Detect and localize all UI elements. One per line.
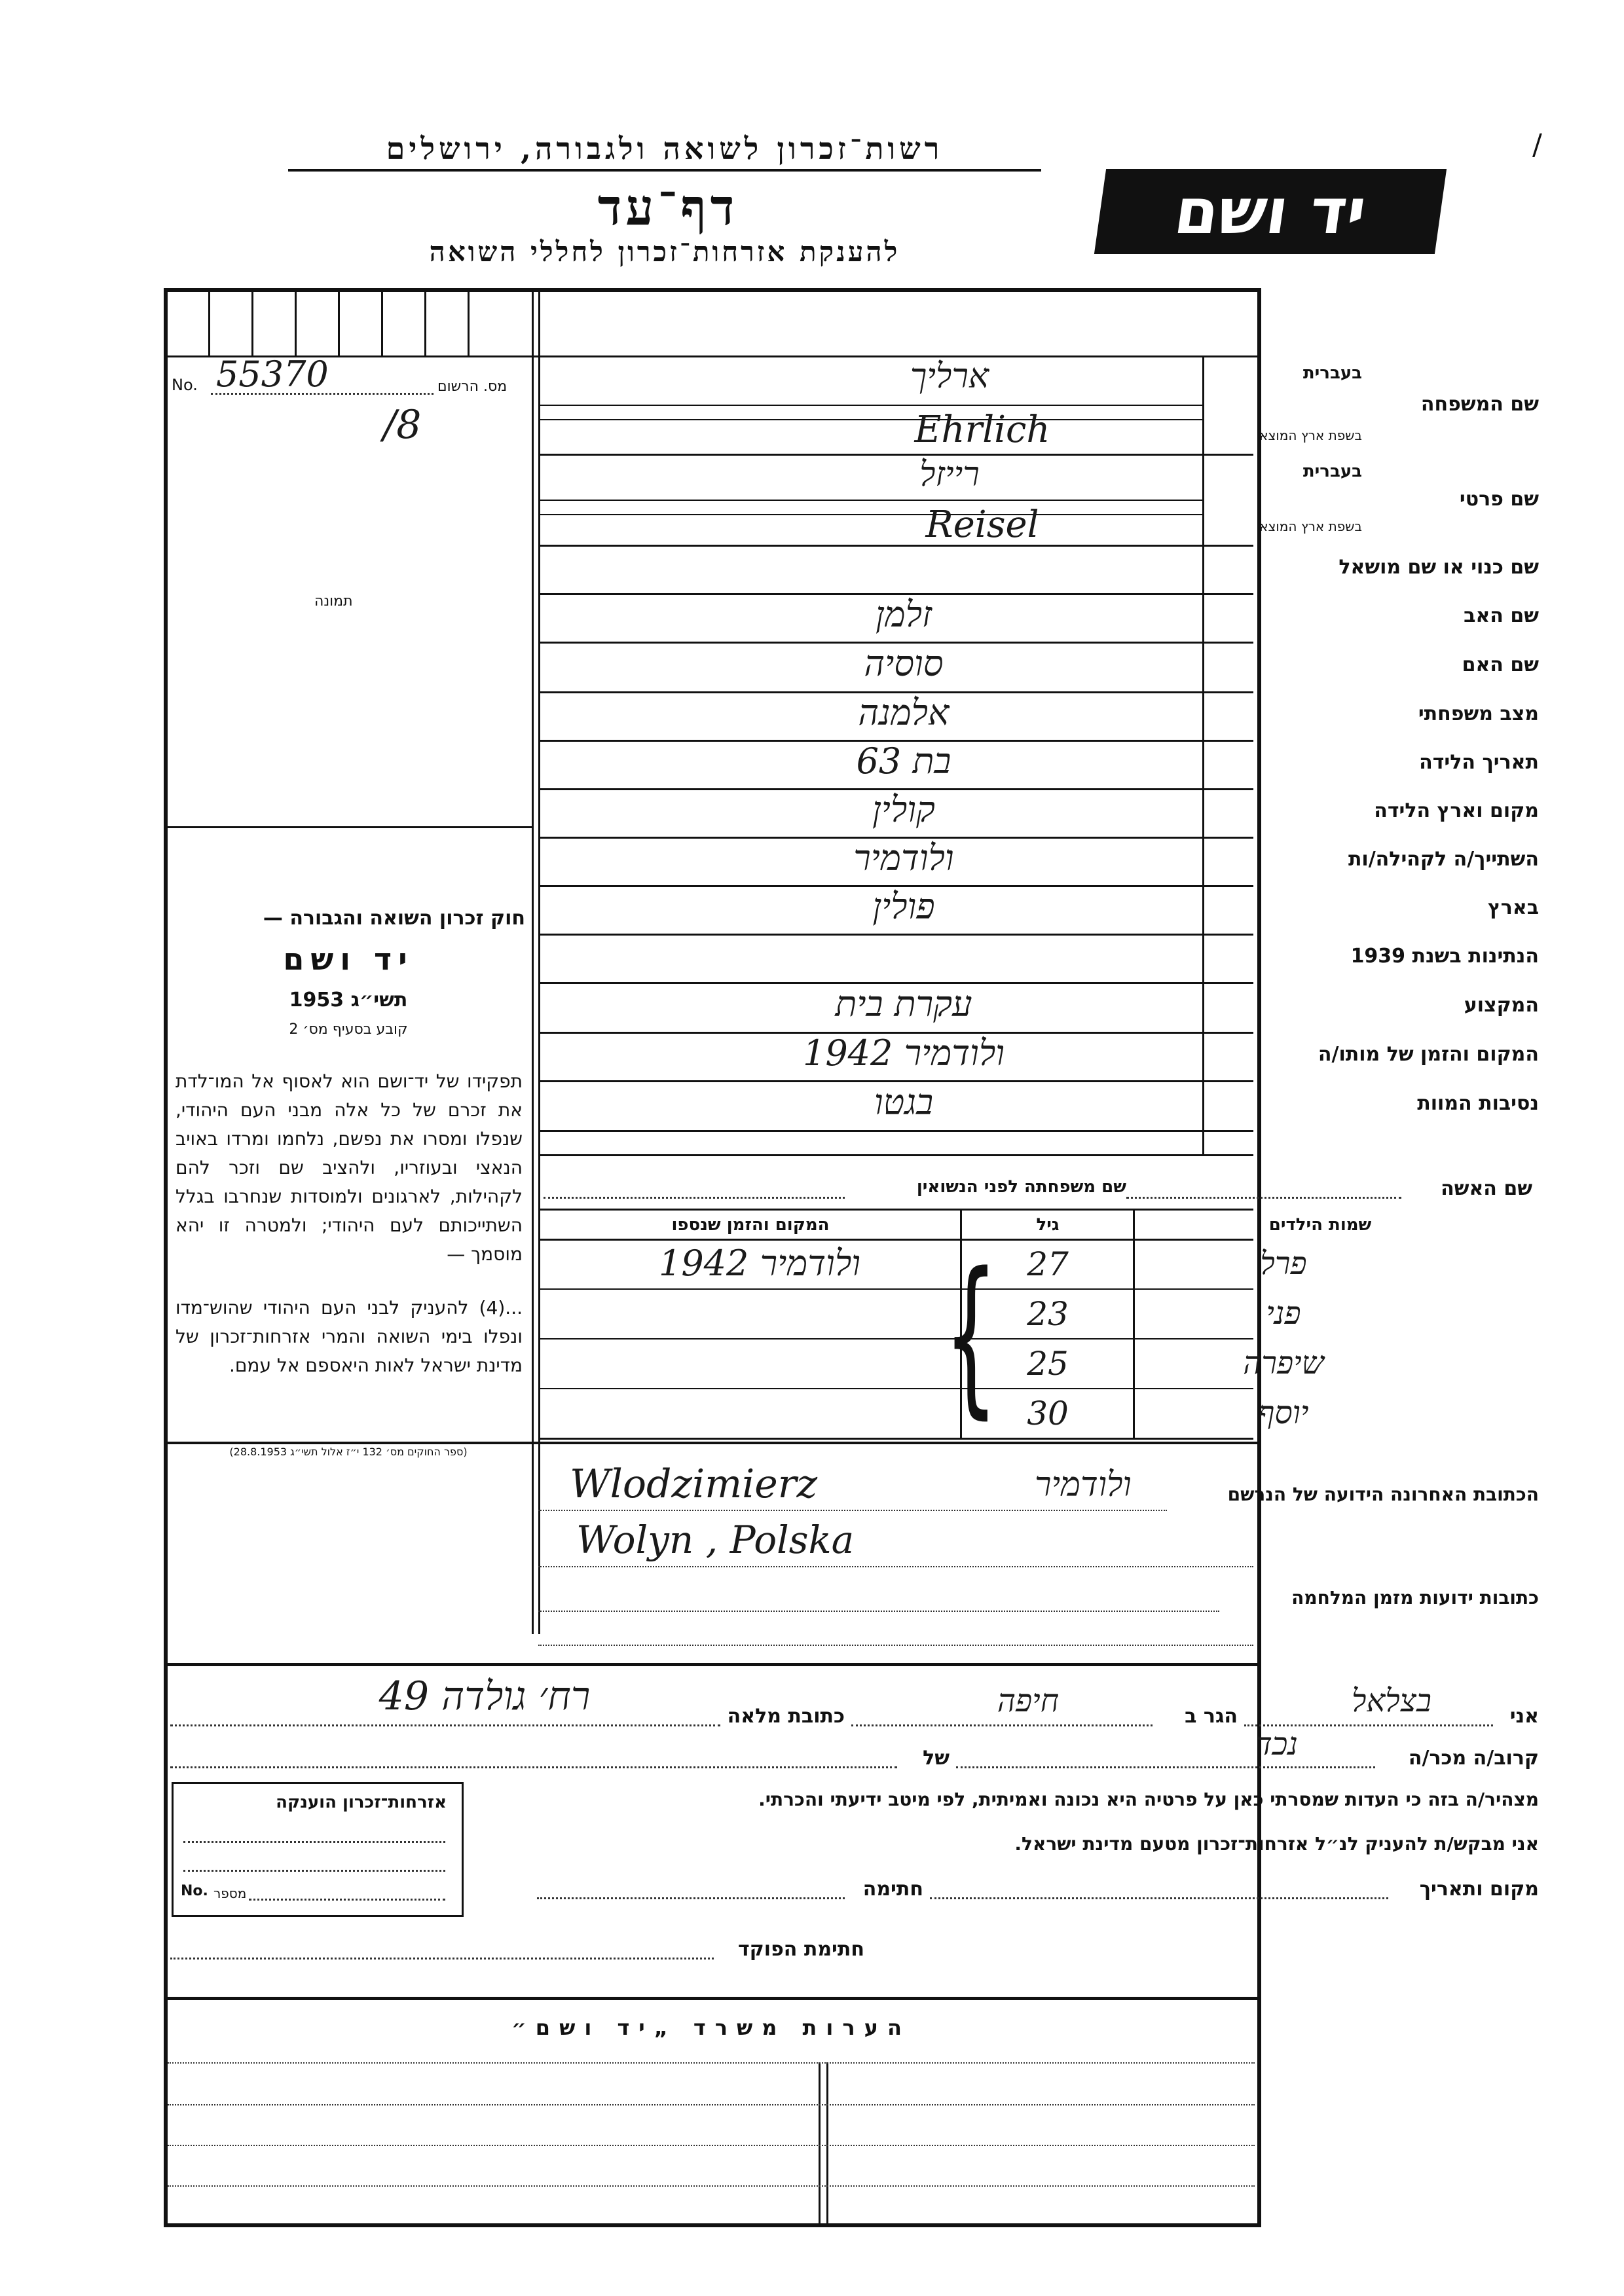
registration-he-label: מס. הרשום: [437, 378, 507, 395]
child-age: 30: [1027, 1394, 1069, 1432]
resides-value: חיפה: [997, 1683, 1060, 1719]
field-label-6: תאריך הלידה: [1419, 751, 1539, 774]
field-label-8: השתייך/ה לקהילה/ות: [1348, 848, 1539, 871]
law-paragraph-1: תפקידו של יד־ושם הוא לאסוף אל המו־לדת את זכרם של כל אלה מבני העם היהודי, שנפלו ומסרו את נפשם, נלחמו ומרדו באויב הנאצי ובעוזריו, ולהציב שם וזכר להם לקהילות, לארגונים ולמוסדות שנחרבו בגלל השתייכותם לעם היהודי; ולמטרה זו יהא מוסמך —: [175, 1070, 523, 1265]
field-value-12: ולודמיר 1942: [802, 1032, 1005, 1074]
address-label: כתובת מלאה: [727, 1705, 845, 1728]
law-line2: יד ושם: [283, 941, 414, 977]
spouse-maiden-label: שם משפחתה לפני הנשואין: [916, 1177, 1126, 1197]
authority-line: רשות־זכרון לשואה ולגבורה, ירושלים: [288, 131, 1041, 172]
field-label-13: נסיבות המוות: [1417, 1092, 1539, 1115]
photo-label: תמונה: [314, 593, 353, 610]
officer-signature-label: חתימת הפוקד: [738, 1938, 864, 1961]
field-label-0: שם המשפחה: [1420, 393, 1539, 416]
yad-vashem-logo: יד ושם: [1094, 169, 1447, 254]
law-line4: קובע בסעיף מס׳ 2: [289, 1021, 408, 1038]
field-label-2: שם כנוי או שם מושאל: [1338, 556, 1539, 579]
address-value: רח׳ גולדה 49: [378, 1673, 591, 1719]
field-value-6: בת 63: [856, 740, 951, 782]
field-value-local-1: Reisel: [925, 503, 1039, 546]
place-date-label: מקום ותאריך: [1419, 1878, 1539, 1901]
corner-mark: /: [1532, 128, 1542, 162]
field-value-hebrew-1: רייזל: [919, 455, 980, 494]
form-subtitle: להענקת אזרחות־זכרון לחללי השואה: [429, 236, 900, 268]
field-sub-hebrew-0: בעברית: [1302, 363, 1362, 383]
field-label-9: בארץ: [1487, 896, 1539, 919]
child-age: 27: [1027, 1245, 1069, 1283]
children-age-header: גיל: [1036, 1215, 1060, 1235]
relation-value: נכד: [1256, 1726, 1298, 1762]
spouse-label: שם האשה: [1441, 1177, 1532, 1200]
field-sub-local-1: בשפת ארץ המוצא: [1259, 519, 1362, 534]
law-paragraph-2: ...(4) להעניק לבני העם היהודי שהוש־מדו ונפלו בימי השואה והמרי אזרחות־זכרון של מדינת ישראל לאות היאספם אל עמם.: [175, 1297, 523, 1376]
field-value-13: בגטו: [874, 1082, 934, 1123]
field-value-5: אלמנה: [858, 692, 950, 733]
children-names-header: שמות הילדים: [1268, 1215, 1372, 1235]
field-value-9: פולין: [872, 886, 935, 927]
child-name: פרל: [1260, 1245, 1307, 1282]
field-value-7: קולין: [872, 789, 935, 830]
field-label-4: שם האם: [1462, 653, 1539, 676]
children-place-header: המקום והזמן שנספו: [671, 1215, 830, 1235]
citizenship-no-he: מספר: [213, 1886, 247, 1901]
child-place: ולודמיר 1942: [658, 1243, 861, 1284]
last-address-label: הכתובת האחרונה הידועה של הנרשם: [1227, 1484, 1539, 1505]
office-notes-label: הערות משרד „יד ושם״: [511, 2015, 911, 2040]
law-line3: תשי״ג 1953: [289, 989, 408, 1011]
form-title: דף־עד: [597, 178, 739, 236]
relation-label: קרוב/ה מכר/ה: [1408, 1747, 1539, 1770]
field-label-10: הנתינות בשנת 1939: [1350, 945, 1539, 968]
field-label-3: שם האב: [1464, 604, 1539, 627]
field-label-5: מצב משפחתי: [1418, 702, 1539, 725]
registration-number: 55370: [216, 354, 329, 395]
resides-label: הגר ב: [1185, 1705, 1238, 1728]
signature-label: חתימה: [862, 1878, 923, 1901]
field-sub-hebrew-1: בעברית: [1302, 462, 1362, 481]
law-line1: חוק זכרון השואה והגבורה —: [263, 907, 525, 930]
declarant-i-label: אני: [1509, 1705, 1539, 1728]
field-sub-local-0: בשפת ארץ המוצא: [1259, 428, 1362, 443]
last-address-line2: Wolyn , Polska: [576, 1518, 855, 1562]
law-source: (ספר החוקים מס׳ 132 י״ז אלול תשי״ג 28.8.1953): [229, 1446, 468, 1458]
field-label-7: מקום וארץ הלידה: [1374, 799, 1539, 822]
field-value-11: עקרת בית: [835, 983, 972, 1025]
statement-1: מצהיר/ה בזה כי העדות שמסרתי כאן על פרטיה היא נכונה ואמיתית, לפי מיטב ידיעתי והכרתי.: [758, 1789, 1539, 1810]
field-value-local-0: Ehrlich: [914, 409, 1050, 451]
last-address-line1: Wlodzimierz: [570, 1461, 818, 1507]
last-address-he: ולודמיר: [1035, 1465, 1132, 1504]
field-value-4: סוסיה: [864, 643, 944, 684]
registration-no-label: No.: [172, 376, 198, 394]
child-name: שיפרה: [1243, 1345, 1324, 1381]
field-label-12: המקום והזמן של מותו/ה: [1318, 1043, 1539, 1066]
registration-sub: /8: [383, 402, 422, 448]
field-label-11: המקצוע: [1464, 994, 1539, 1017]
child-name: פני: [1266, 1295, 1301, 1332]
statement-2: אני מבקש/ת להעניק לנ״ל אזרחות־זכרון מטעם מדינת ישראל.: [1014, 1833, 1539, 1855]
field-value-8: ולודמיר: [853, 837, 954, 879]
child-age: 25: [1027, 1345, 1069, 1383]
children-brace: {: [944, 1237, 999, 1434]
child-age: 23: [1027, 1295, 1069, 1333]
field-value-hebrew-0: ארליך: [910, 357, 989, 396]
field-label-1: שם פרטי: [1459, 487, 1539, 511]
citizenship-box-title: אזרחות־זכרון הוענקה: [276, 1793, 447, 1812]
of-label: של: [923, 1747, 950, 1770]
citizenship-no-label: No.: [181, 1883, 208, 1899]
wartime-address-label: כתובות ידועות מזמן המלחמה: [1291, 1587, 1539, 1609]
child-name: יוסף: [1258, 1394, 1309, 1431]
field-value-3: זלמן: [875, 594, 932, 635]
declarant-name: בצלאל: [1352, 1683, 1431, 1719]
